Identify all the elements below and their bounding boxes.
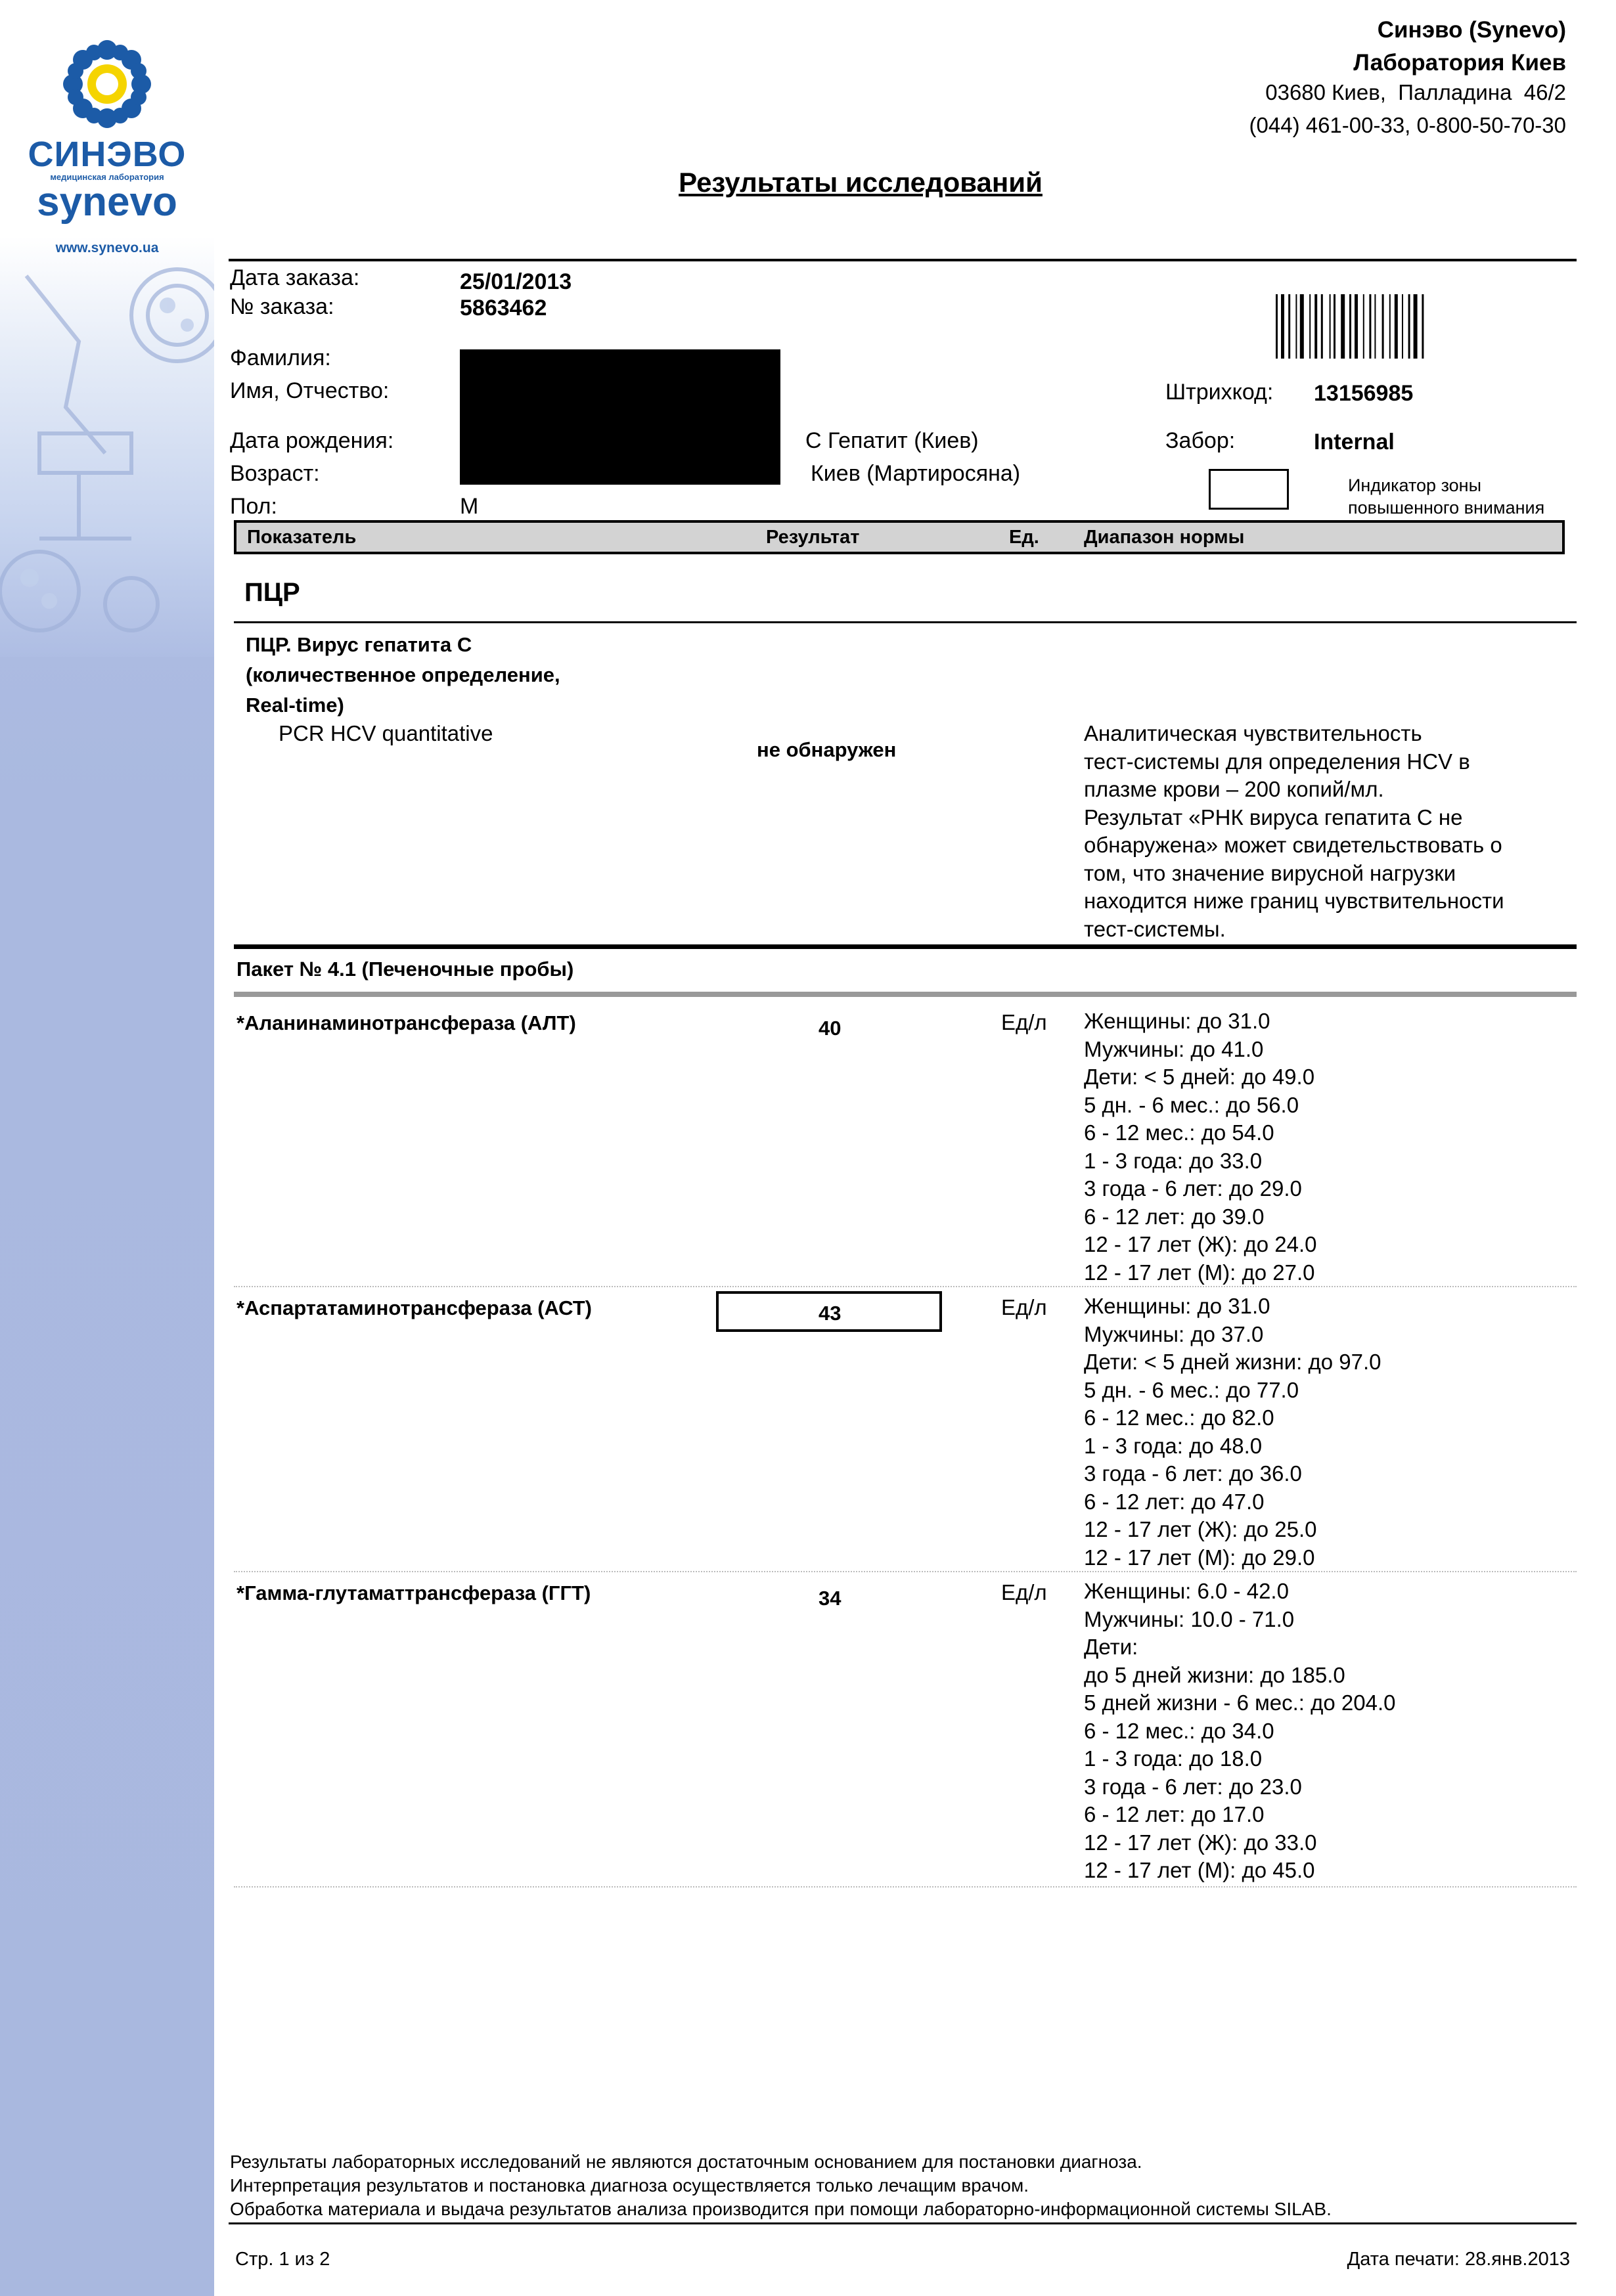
order-date-value: 25/01/2013	[460, 269, 572, 294]
pcr-note-line: Результат «РНК вируса гепатита С не	[1084, 805, 1463, 829]
disclaimer-line-3: Обработка материала и выдача результатов анализа производится при помощи лабораторно-информационной системы SILAB.	[230, 2199, 1332, 2219]
barcode-bar	[1300, 294, 1304, 359]
location-value: Киев (Мартиросяна)	[811, 461, 1021, 486]
pcr-section-title: ПЦР	[244, 578, 300, 607]
lab-name: Синэво (Synevo)	[1377, 17, 1566, 43]
range-line: 6 - 12 мес.: до 34.0	[1084, 1718, 1274, 1743]
order-number-label: № заказа:	[230, 294, 334, 319]
page-title: Результаты исследований	[679, 167, 1043, 198]
website-link[interactable]: www.synevo.ua	[55, 240, 159, 255]
barcode-bar	[1341, 294, 1345, 359]
test-name-ggt: *Гамма-глутаматтрансфераза (ГГТ)	[236, 1581, 591, 1604]
range-line: 6 - 12 мес.: до 54.0	[1084, 1120, 1274, 1145]
test-result-alt: 40	[819, 1017, 842, 1040]
pcr-note-line: находится ниже границ чувствительности	[1084, 889, 1504, 913]
barcode-bar	[1402, 294, 1403, 359]
range-line: 5 дн. - 6 мес.: до 77.0	[1084, 1377, 1299, 1402]
range-line: Дети:	[1084, 1635, 1138, 1659]
range-line: 12 - 17 лет (Ж): до 33.0	[1084, 1830, 1317, 1855]
column-header-range: Диапазон нормы	[1084, 527, 1245, 548]
package-title: Пакет № 4.1 (Печеночные пробы)	[236, 958, 574, 981]
range-line: Дети: < 5 дней жизни: до 97.0	[1084, 1350, 1381, 1374]
order-number-value: 5863462	[460, 296, 547, 320]
barcode-image	[1276, 294, 1465, 359]
indicator-label-2: повышенного внимания	[1348, 498, 1545, 518]
range-list-ggt	[1084, 1578, 1396, 1885]
range-line: 1 - 3 года: до 33.0	[1084, 1148, 1263, 1173]
barcode-bar	[1334, 294, 1335, 359]
redacted-personal-data	[460, 349, 780, 485]
range-line: 6 - 12 лет: до 17.0	[1084, 1802, 1265, 1826]
pcr-note-line: плазме крови – 200 копий/мл.	[1084, 777, 1384, 801]
barcode-bar	[1389, 294, 1391, 359]
range-line: 6 - 12 лет: до 47.0	[1084, 1489, 1265, 1514]
range-line: 6 - 12 лет: до 39.0	[1084, 1204, 1265, 1229]
barcode-bar	[1295, 294, 1297, 359]
test-result-ast: 43	[819, 1302, 842, 1325]
pcr-test-name-en: PCR HCV quantitative	[279, 721, 493, 745]
barcode-bar	[1281, 294, 1284, 359]
barcode-value: 13156985	[1314, 381, 1414, 406]
table-header-bar	[234, 520, 1565, 554]
barcode-bar	[1369, 294, 1371, 359]
surname-label: Фамилия:	[230, 345, 331, 370]
sex-label: Пол:	[230, 494, 277, 519]
disclaimer-line-1: Результаты лабораторных исследований не являются достаточным основанием для постановки диагноза.	[230, 2152, 1142, 2172]
column-header-unit: Ед.	[1009, 527, 1039, 548]
range-list-ast	[1084, 1292, 1381, 1572]
logo-text-en: synevo	[37, 179, 177, 225]
barcode-bar	[1422, 294, 1424, 359]
test-unit-ast: Ед/л	[1001, 1295, 1047, 1319]
range-line: Мужчины: до 41.0	[1084, 1036, 1264, 1061]
barcode-bar	[1314, 294, 1317, 359]
barcode-bar	[1414, 294, 1418, 359]
pcr-test-name-2: (количественное определение,	[246, 663, 560, 686]
column-header-indicator: Показатель	[247, 527, 357, 548]
column-header-result: Результат	[766, 527, 860, 548]
pcr-note	[1084, 720, 1504, 943]
attention-indicator-box	[1209, 469, 1289, 510]
pcr-result: не обнаружен	[757, 738, 897, 761]
logo-subtitle: медицинская лаборатория	[50, 172, 164, 182]
pcr-test-name-1: ПЦР. Вирус гепатита С	[246, 633, 472, 656]
range-list-alt	[1084, 1007, 1317, 1287]
test-result-ggt: 34	[819, 1587, 842, 1610]
lab-address: 03680 Киев, Палладина 46/2	[1265, 80, 1566, 104]
barcode-bar	[1349, 294, 1351, 359]
sidebar-decoration	[0, 236, 214, 657]
row-separator	[234, 1286, 1577, 1287]
test-name-alt: *Аланинаминотрансфераза (АЛТ)	[236, 1011, 576, 1034]
collection-label: Забор:	[1165, 428, 1236, 453]
barcode-bar	[1363, 294, 1364, 359]
referral-value: С Гепатит (Киев)	[805, 428, 979, 453]
range-line: 12 - 17 лет (Ж): до 24.0	[1084, 1232, 1317, 1256]
row-separator	[234, 1886, 1577, 1888]
disclaimer-line-2: Интерпретация результатов и постановка диагноза осуществляется только лечащим врачом.	[230, 2175, 1029, 2196]
lab-branch: Лаборатория Киев	[1353, 50, 1566, 76]
barcode-bar	[1374, 294, 1376, 359]
lab-phones: (044) 461-00-33, 0-800-50-70-30	[1249, 113, 1566, 137]
microscope-illustration-icon	[0, 236, 214, 657]
range-line: 5 дней жизни - 6 мес.: до 204.0	[1084, 1690, 1396, 1715]
page-number: Стр. 1 из 2	[235, 2249, 330, 2270]
package-divider-bottom	[234, 992, 1577, 997]
pcr-note-line: обнаружена» может свидетельствовать о	[1084, 833, 1502, 857]
range-line: Женщины: до 31.0	[1084, 1294, 1270, 1318]
pcr-note-line: Аналитическая чувствительность	[1084, 721, 1422, 745]
pcr-test-name-3: Real-time)	[246, 694, 344, 717]
range-line: 12 - 17 лет (Ж): до 25.0	[1084, 1517, 1317, 1541]
range-line: 3 года - 6 лет: до 36.0	[1084, 1461, 1302, 1486]
range-line: 5 дн. - 6 мес.: до 56.0	[1084, 1092, 1299, 1117]
pcr-note-line: тест-системы для определения HCV в	[1084, 749, 1470, 774]
range-line: Дети: < 5 дней: до 49.0	[1084, 1065, 1315, 1089]
barcode-bar	[1408, 294, 1410, 359]
range-line: 12 - 17 лет (М): до 29.0	[1084, 1545, 1315, 1570]
range-line: Женщины: до 31.0	[1084, 1009, 1270, 1033]
range-line: 12 - 17 лет (М): до 45.0	[1084, 1858, 1315, 1882]
pcr-note-line: том, что значение вирусной нагрузки	[1084, 860, 1456, 885]
barcode-bar	[1395, 294, 1398, 359]
barcode-bar	[1276, 294, 1278, 359]
test-name-ast: *Аспартатаминотрансфераза (АСТ)	[236, 1296, 593, 1319]
pcr-divider	[234, 621, 1577, 623]
barcode-bar	[1309, 294, 1311, 359]
logo-text-ru: СИНЭВО	[28, 135, 187, 174]
barcode-bar	[1288, 294, 1290, 359]
row-separator	[234, 1571, 1577, 1572]
barcode-bar	[1355, 294, 1358, 359]
print-date: Дата печати: 28.янв.2013	[1347, 2249, 1570, 2270]
sex-value: М	[460, 494, 479, 519]
range-line: Мужчины: до 37.0	[1084, 1321, 1264, 1346]
barcode-label: Штрихкод:	[1165, 380, 1274, 405]
indicator-label-1: Индикатор зоны	[1348, 475, 1481, 495]
pcr-note-line: тест-системы.	[1084, 916, 1226, 941]
barcode-bar	[1382, 294, 1384, 359]
range-line: до 5 дней жизни: до 185.0	[1084, 1662, 1345, 1687]
range-line: 3 года - 6 лет: до 29.0	[1084, 1176, 1302, 1201]
footer-divider	[229, 2222, 1577, 2224]
header-divider	[229, 259, 1577, 261]
synevo-flower-logo-icon	[61, 38, 153, 130]
age-label: Возраст:	[230, 461, 320, 486]
range-line: 3 года - 6 лет: до 23.0	[1084, 1774, 1302, 1799]
range-line: 6 - 12 мес.: до 82.0	[1084, 1405, 1274, 1430]
birth-date-label: Дата рождения:	[230, 428, 394, 453]
range-line: Мужчины: 10.0 - 71.0	[1084, 1606, 1295, 1631]
range-line: 1 - 3 года: до 18.0	[1084, 1746, 1263, 1771]
test-unit-alt: Ед/л	[1001, 1010, 1047, 1034]
order-date-label: Дата заказа:	[230, 265, 360, 290]
package-divider-top	[234, 944, 1577, 949]
range-line: 12 - 17 лет (М): до 27.0	[1084, 1260, 1315, 1285]
barcode-bar	[1321, 294, 1323, 359]
name-label: Имя, Отчество:	[230, 378, 390, 403]
barcode-bar	[1330, 294, 1331, 359]
collection-value: Internal	[1314, 430, 1395, 454]
range-line: 1 - 3 года: до 48.0	[1084, 1433, 1263, 1458]
test-unit-ggt: Ед/л	[1001, 1580, 1047, 1604]
range-line: Женщины: 6.0 - 42.0	[1084, 1579, 1289, 1603]
